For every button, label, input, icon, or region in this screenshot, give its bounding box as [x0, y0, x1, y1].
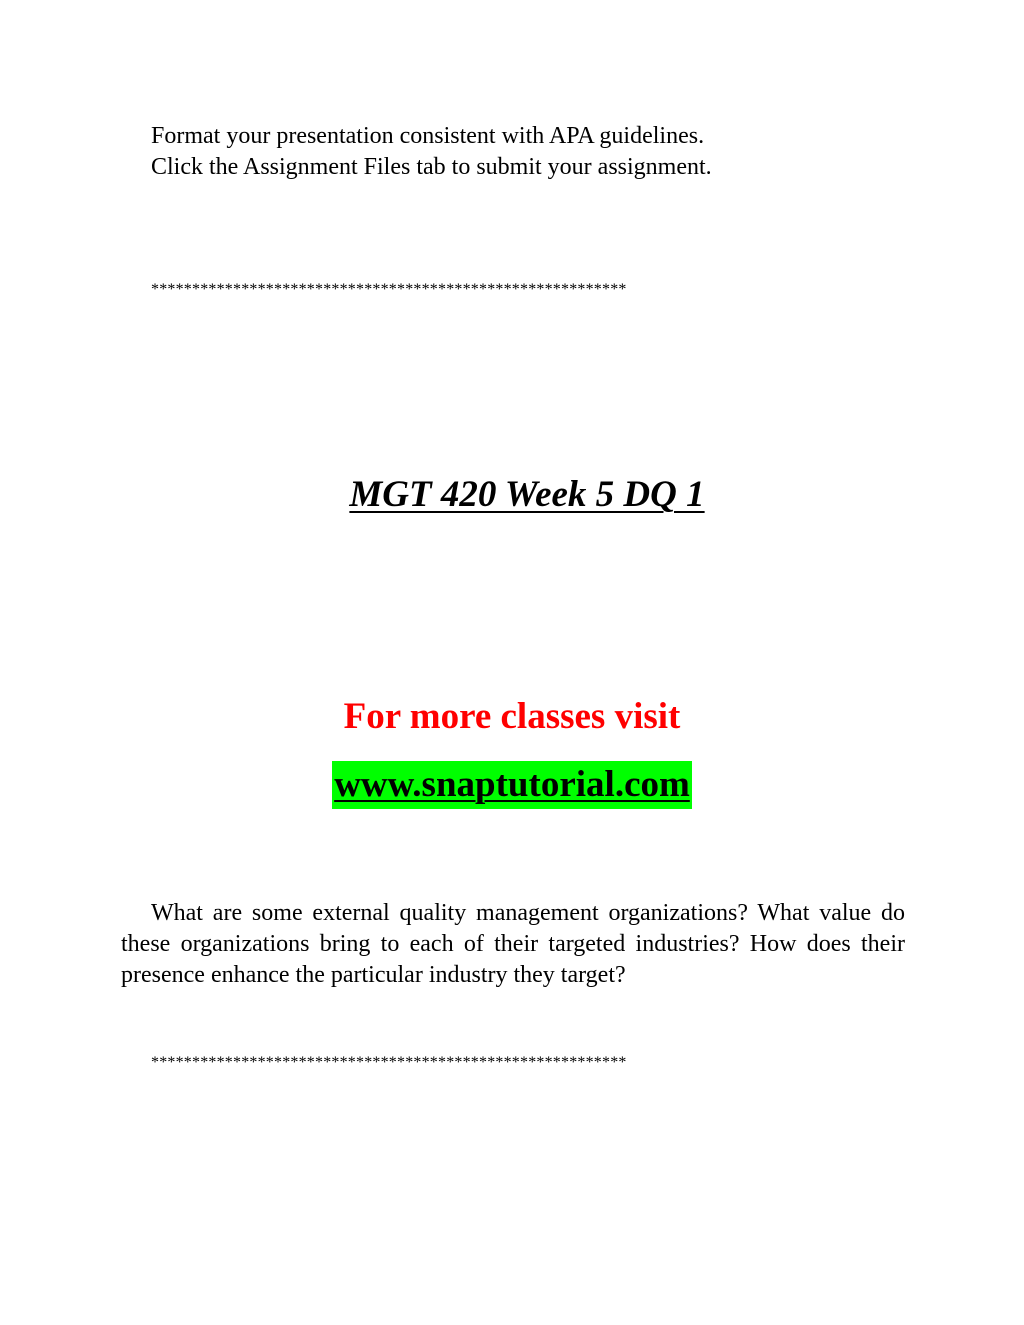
- question-paragraph: What are some external quality management organizations? What value do these organizations bring to each of their targeted industries? How does their presence enhance the particular industry they target?: [121, 900, 905, 988]
- separator-top: **********************************************************: [151, 281, 627, 298]
- page-title: MGT 420 Week 5 DQ 1: [349, 474, 705, 515]
- intro-line-submit: Click the Assignment Files tab to submit your assignment.: [151, 154, 712, 180]
- promo-text: For more classes visit: [343, 696, 681, 737]
- separator-bottom: **********************************************************: [151, 1054, 627, 1071]
- promo-link[interactable]: www.snaptutorial.com: [332, 761, 692, 809]
- intro-line-apa: Format your presentation consistent with APA guidelines.: [151, 123, 705, 149]
- promo-link-wrap: [0, 761, 1024, 809]
